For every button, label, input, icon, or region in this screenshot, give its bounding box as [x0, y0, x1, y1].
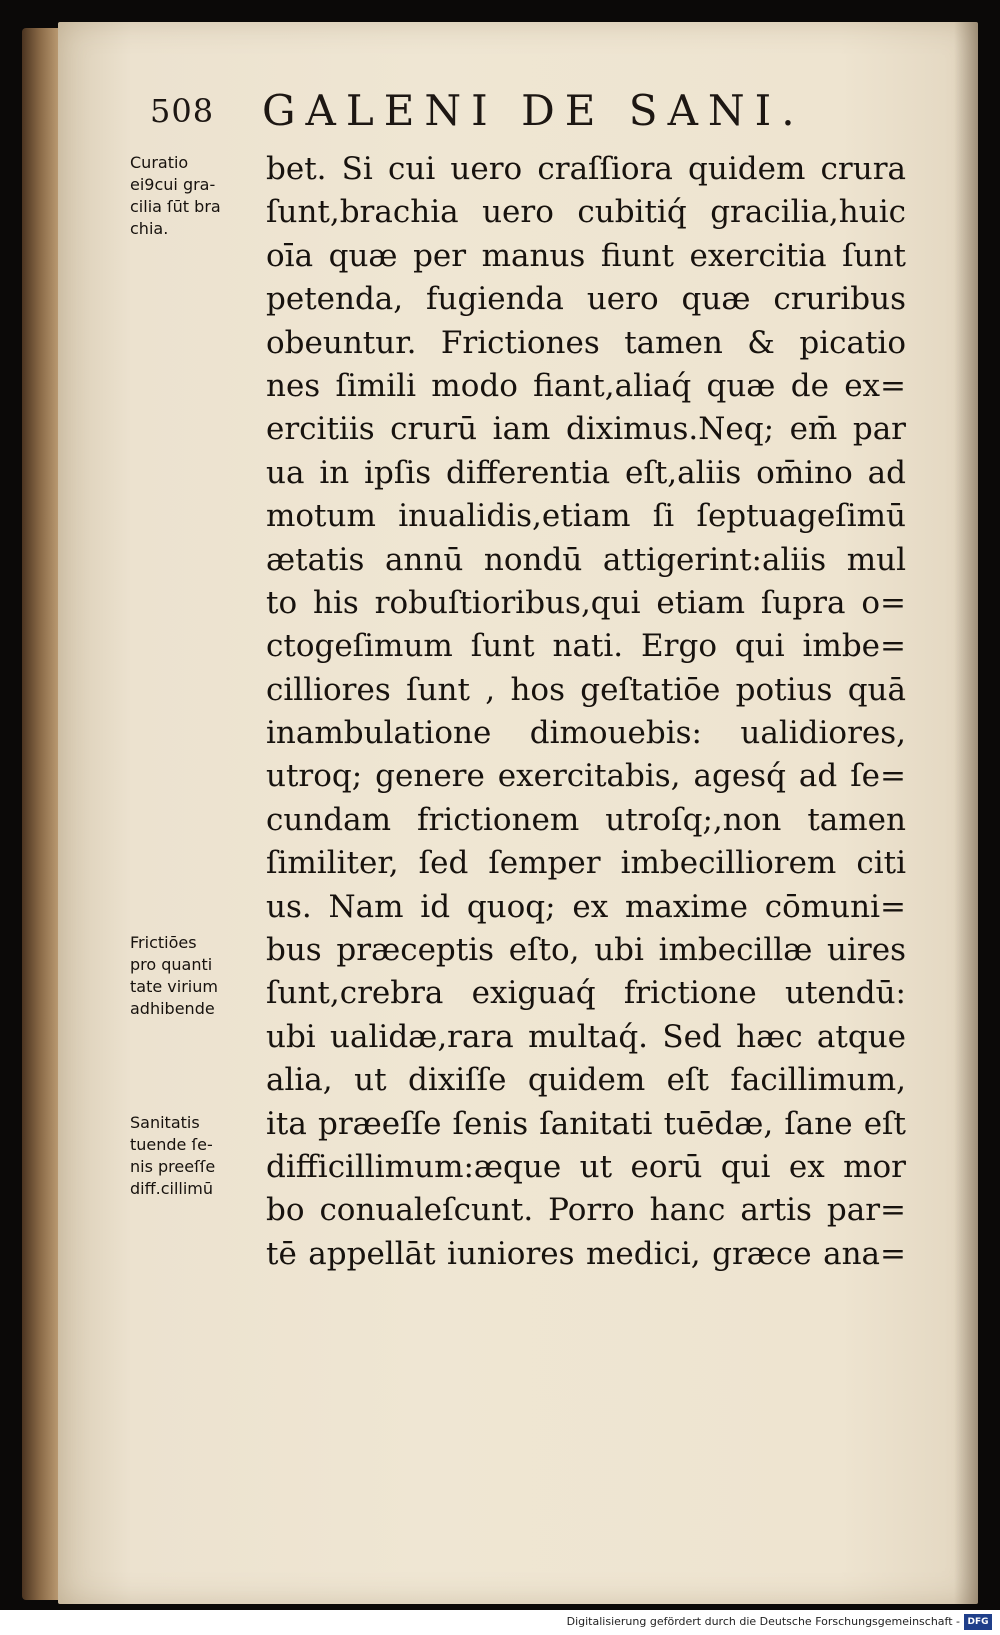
page-number: 508	[150, 92, 215, 130]
text-line: bo conualeſcunt. Porro hanc artis par=	[266, 1192, 906, 1229]
text-line: ercitiis crurū iam diximus.Neq; em̄ par	[266, 411, 906, 448]
running-head	[150, 84, 890, 144]
text-line: obeuntur. Frictiones tamen & picatio	[266, 324, 906, 361]
marginal-note-line: ei9cui gra-	[130, 175, 216, 194]
text-line: difficillimum:æque ut eorū qui ex mor	[266, 1148, 906, 1185]
marginal-note-line: pro quanti	[130, 955, 213, 974]
marginal-note-line: tuende ſe-	[130, 1135, 213, 1154]
marginal-note-line: diff.cillimū	[130, 1179, 214, 1198]
text-line: petenda, fugienda uero quæ cruribus	[266, 281, 906, 318]
body-text	[266, 148, 906, 1276]
marginal-note-line: nis preeſſe	[130, 1157, 216, 1176]
text-line: ua in ipſis differentia eſt,aliis om̄ino ad	[266, 454, 906, 491]
text-line: ubi ualidæ,rara multaq́. Sed hæc atque	[266, 1018, 906, 1055]
page-gutter-shadow	[954, 22, 978, 1604]
marginal-note-curatio	[130, 152, 262, 240]
text-line: tē appellāt iuniores medici, græce ana=	[266, 1235, 906, 1272]
marginal-note-line: chia.	[130, 219, 169, 238]
text-line: utroq; genere exercitabis, agesq́ ad ſe=	[266, 758, 906, 795]
text-line: alia, ut dixiſſe quidem eſt facillimum,	[266, 1062, 906, 1099]
text-line: cilliores ſunt , hos geſtatiōe potius quā	[266, 671, 906, 708]
page-title: GALENI DE SANI.	[262, 86, 805, 135]
text-line: ſunt,brachia uero cubitiq́ gracilia,huic	[266, 194, 906, 231]
marginal-note-sanitatis	[130, 1112, 262, 1200]
marginal-note-line: Curatio	[130, 153, 189, 172]
marginal-note-line: adhibende	[130, 999, 215, 1018]
marginal-note-line: cilia ſūt bra	[130, 197, 221, 216]
footer-bar	[0, 1612, 1000, 1635]
text-line: ætatis annū nondū attigerint:aliis mul	[266, 541, 906, 578]
text-line: ſunt,crebra exiguaq́ frictione utendū:	[266, 975, 906, 1012]
marginal-note-line: Sanitatis	[130, 1113, 200, 1132]
text-line: bet. Si cui uero craſſiora quidem crura	[266, 151, 906, 187]
text-line: bus præceptis eſto, ubi imbecillæ uires	[266, 932, 906, 969]
marginal-note-line: tate virium	[130, 977, 218, 996]
text-line: oīa quæ per manus fiunt exercitia ſunt	[266, 237, 906, 274]
text-line: ſimiliter, ſed ſemper imbecilliorem citi	[266, 845, 906, 882]
text-line: us. Nam id quoq; ex maxime cōmuni=	[266, 888, 906, 925]
dfg-logo: DFG	[964, 1614, 992, 1630]
text-line: motum inualidis,etiam ſi ſeptuageſimū	[266, 498, 906, 535]
text-line: ita præeſſe ſenis ſanitati tuēdæ, ſane eſt	[266, 1105, 906, 1142]
marginal-note-frictiones	[130, 932, 262, 1020]
text-line: nes ſimili modo fiant,aliaq́ quæ de ex=	[266, 367, 906, 404]
text-line: inambulatione dimouebis: ualidiores,	[266, 715, 906, 752]
text-line: ctogeſimum ſunt nati. Ergo qui imbe=	[266, 628, 906, 665]
digitization-credit: Digitalisierung gefördert durch die Deutsche Forschungsgemeinschaft -	[566, 1615, 960, 1628]
marginal-note-line: Frictiōes	[130, 933, 197, 952]
text-line: to his robuſtioribus,qui etiam ſupra o=	[266, 584, 906, 621]
text-line: cundam frictionem utroſq;,non tamen	[266, 801, 906, 838]
